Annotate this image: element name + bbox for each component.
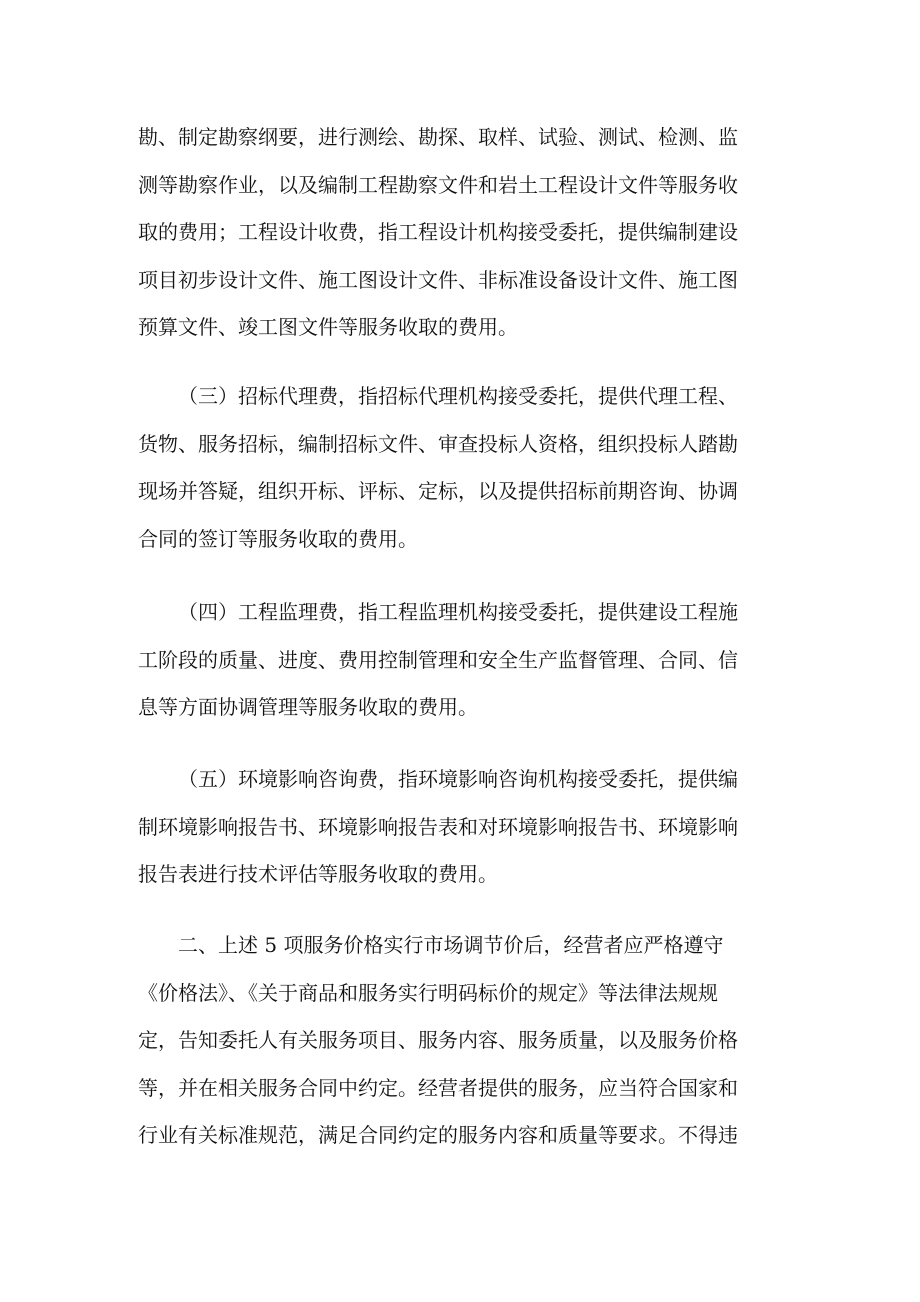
text-line: 《价格法》、《关于商品和服务实行明码标价的规定》等法律法规规 bbox=[138, 980, 718, 1005]
text-line: 勘、制定勘察纲要，进行测绘、勘探、取样、试验、测试、检测、监 bbox=[138, 125, 738, 149]
text-line: 行业有关标准规范，满足合同约定的服务内容和质量等要求。不得违 bbox=[138, 1123, 738, 1147]
text-line: 预算文件、竣工图文件等服务收取的费用。 bbox=[138, 315, 518, 339]
text-line: 合同的签订等服务收取的费用。 bbox=[138, 526, 418, 551]
text-line: 货物、服务招标，编制招标文件、审查投标人资格，组织投标人踏勘 bbox=[138, 431, 738, 456]
text-line: 测等勘察作业，以及编制工程勘察文件和岩土工程设计文件等服务收 bbox=[138, 172, 738, 197]
paragraph-environmental-consulting-fee bbox=[138, 756, 784, 899]
text-line: 制环境影响报告书、环境影响报告表和对环境影响报告书、环境影响 bbox=[138, 814, 738, 839]
text-line: 现场并答疑，组织开标、评标、定标，以及提供招标前期咨询、协调 bbox=[138, 479, 738, 503]
paragraph-supervision-fee bbox=[138, 589, 784, 732]
text-line: 二、上述 5 项服务价格实行市场调节价后，经营者应严格遵守 bbox=[178, 933, 724, 957]
text-line: 息等方面协调管理等服务收取的费用。 bbox=[138, 695, 478, 719]
paragraph-survey-design-fees bbox=[138, 114, 784, 352]
text-line: 等，并在相关服务合同中约定。经营者提供的服务，应当符合国家和 bbox=[138, 1075, 738, 1100]
text-line: （五）环境影响咨询费，指环境影响咨询机构接受委托，提供编 bbox=[178, 767, 738, 791]
text-line: 定，告知委托人有关服务项目、服务内容、服务质量，以及服务价格 bbox=[138, 1028, 738, 1052]
text-line: 报告表进行技术评估等服务收取的费用。 bbox=[138, 862, 498, 886]
paragraph-section-two-market-pricing bbox=[138, 922, 784, 1160]
text-line: 工阶段的质量、进度、费用控制管理和安全生产监督管理、合同、信 bbox=[138, 647, 738, 672]
paragraph-bidding-agency-fee bbox=[138, 373, 784, 563]
text-line: （四）工程监理费，指工程监理机构接受委托，提供建设工程施 bbox=[178, 600, 738, 624]
text-line: （三）招标代理费，指招标代理机构接受委托，提供代理工程、 bbox=[178, 384, 738, 408]
text-line: 取的费用；工程设计收费，指工程设计机构接受委托，提供编制建设 bbox=[138, 220, 738, 244]
text-line: 项目初步设计文件、施工图设计文件、非标准设备设计文件、施工图 bbox=[138, 267, 738, 292]
